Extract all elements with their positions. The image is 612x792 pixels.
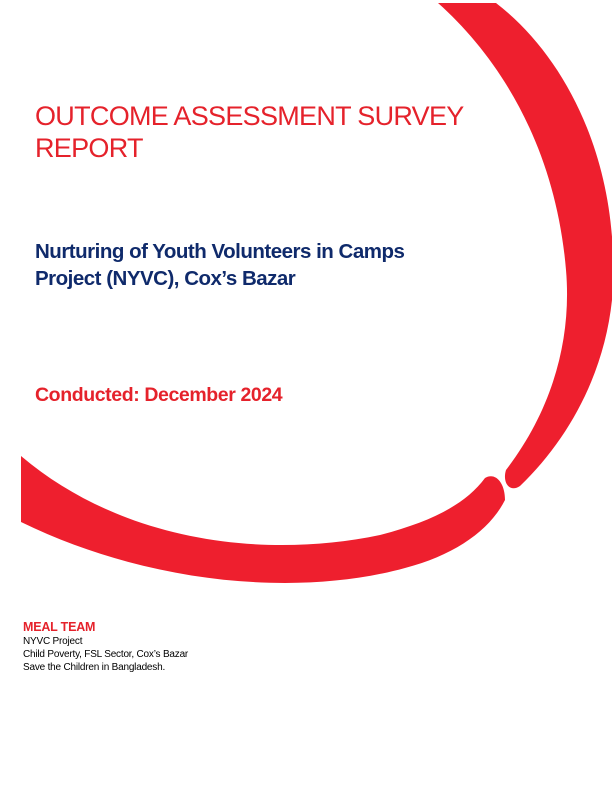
project-subtitle: Nurturing of Youth Volunteers in Camps Project (NYVC), Cox’s Bazar: [35, 240, 405, 290]
report-title: OUTCOME ASSESSMENT SURVEY REPORT: [35, 101, 464, 163]
meal-team-line-project: NYVC Project: [23, 636, 83, 647]
meal-team-line-sector: Child Poverty, FSL Sector, Cox’s Bazar: [23, 649, 189, 660]
meal-team-heading: MEAL TEAM: [23, 620, 96, 634]
meal-team-line-organization: Save the Children in Bangladesh.: [23, 662, 166, 673]
meal-team-block: [23, 619, 283, 674]
red-arc-lower: [21, 456, 505, 583]
conducted-date: Conducted: December 2024: [35, 384, 283, 406]
